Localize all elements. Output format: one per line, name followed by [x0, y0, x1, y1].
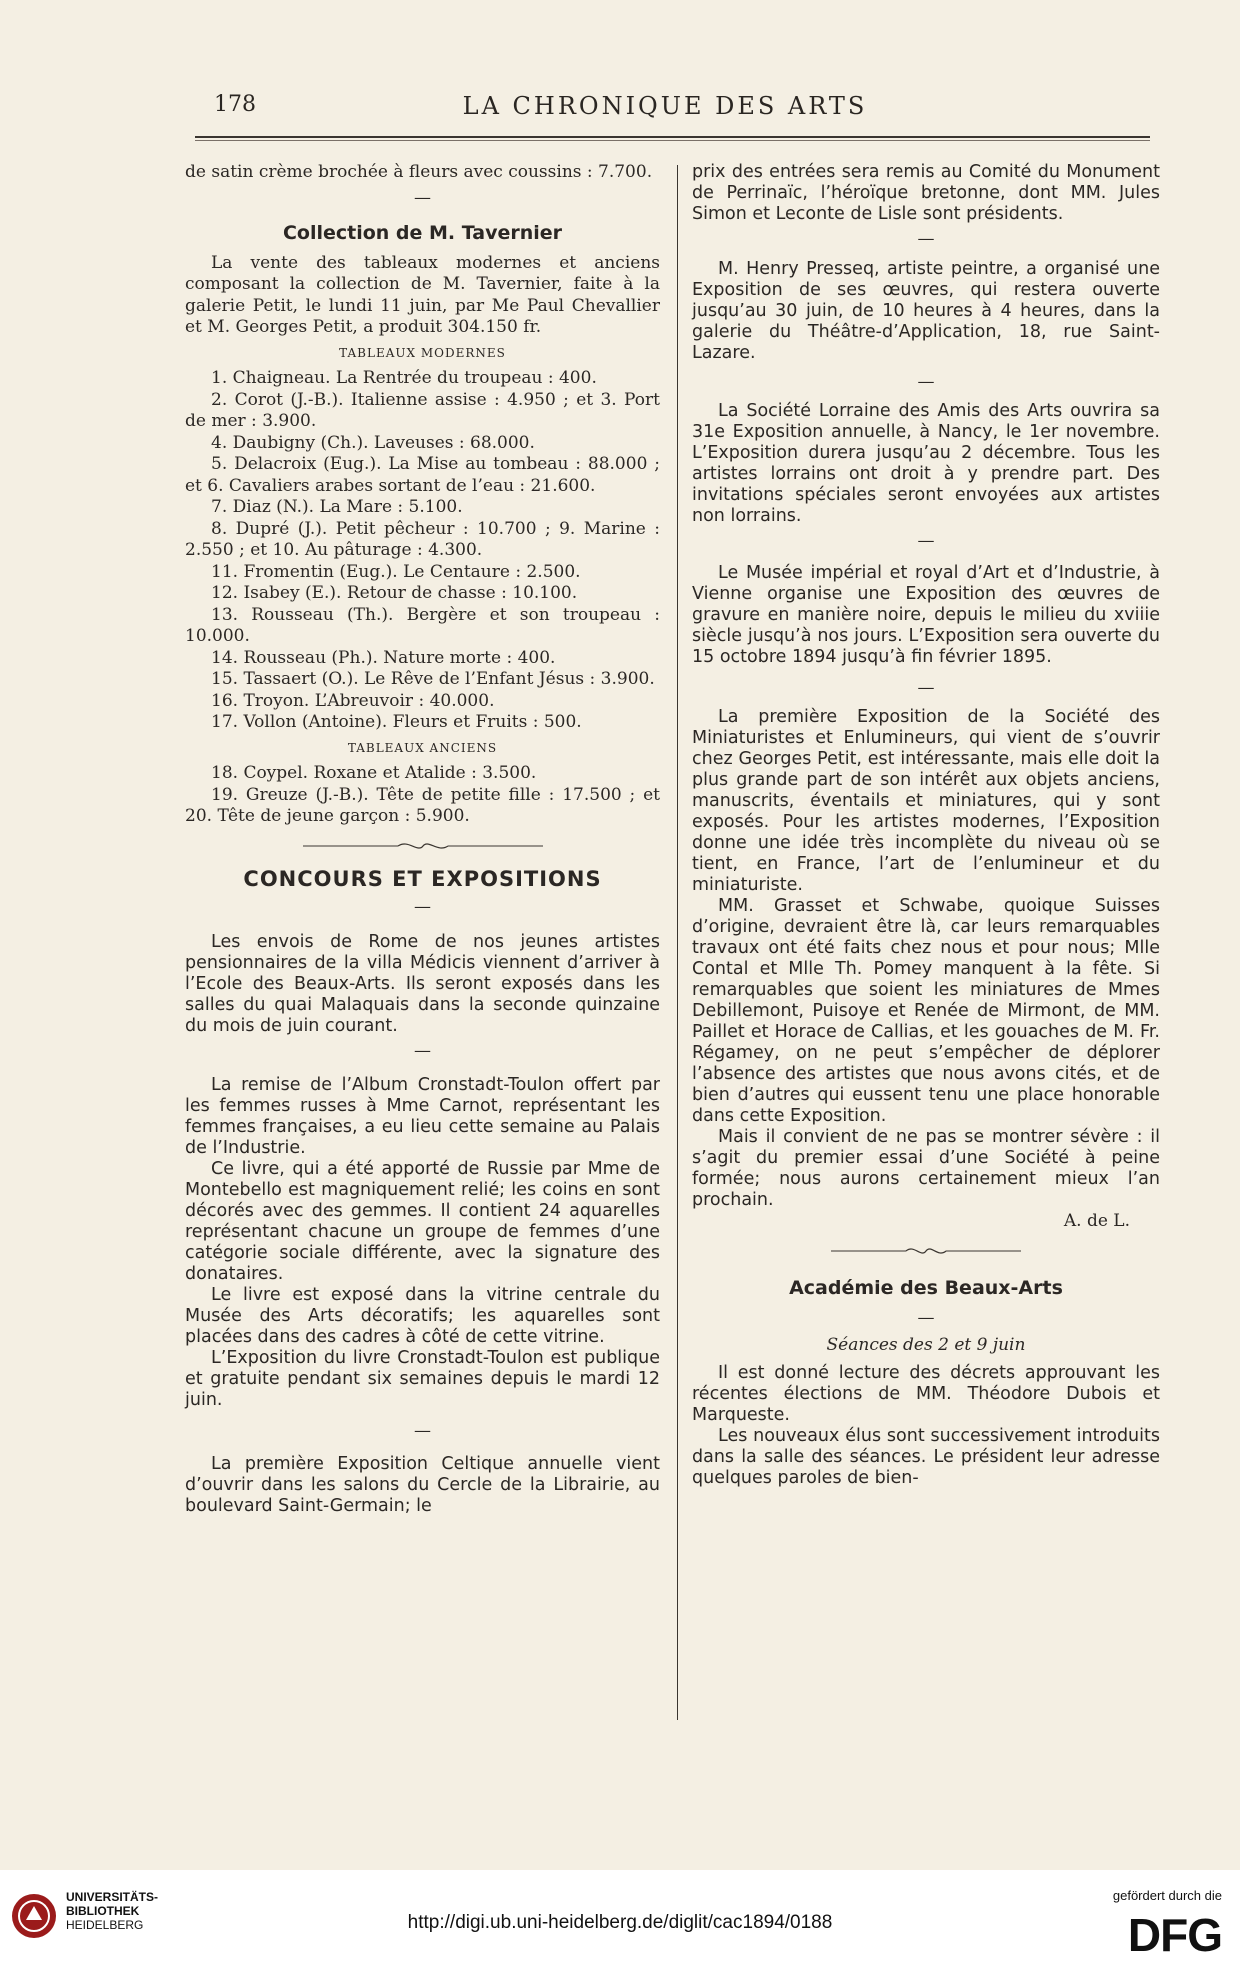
left-column [185, 162, 660, 1517]
separator-dash: — [917, 531, 935, 551]
subheading-seances: Séances des 2 et 9 juin [826, 1335, 1026, 1355]
running-title: LA CHRONIQUE DES ARTS [462, 92, 868, 120]
page-header [180, 92, 1150, 128]
separator-dash: — [414, 187, 431, 208]
paragraph: M. Henry Presseq, artiste peintre, a organisé une Exposition de ses œuvres, qui restera ouverte jusqu’au 30 juin, de 10 heures à 4 heures, dans la galerie du Théâtre-d’Application, 18, rue Saint-Lazare. [692, 258, 1160, 363]
separator-dash: — [917, 1307, 935, 1328]
header-rule-thin [195, 140, 1150, 141]
list-item: 19. Greuze (J.-B.). Tête de petite fille : 17.500 ; et 20. Tête de jeune garçon : 5.900. [185, 784, 660, 826]
paragraph: Il est donné lecture des décrets approuvant les récentes élections de MM. Théodore Dubois et Marqueste. [692, 1362, 1160, 1425]
paragraph: Mais il convient de ne pas se montrer sévère : il s’agit du premier essai d’une Société à peine formée; nous aurons certainement mieux l’an prochain. [692, 1127, 1160, 1210]
paragraph: La Société Lorraine des Amis des Arts ouvrira sa 31e Exposition annuelle, à Nancy, le 1er novembre. L’Exposition durera jusqu’au 2 décembre. Tous les artistes lorrains ont droit à y prendre part. Des invitations spéciales seront envoyées aux artistes non lorrains. [692, 401, 1160, 526]
right-column [692, 162, 1160, 1489]
list-item: 11. Fromentin (Eug.). Le Centaure : 2.500. [211, 561, 581, 582]
subheading-ancient: TABLEAUX ANCIENS [347, 740, 498, 755]
ornament-divider [692, 1243, 1160, 1265]
separator-dash: — [414, 1420, 431, 1441]
paragraph: L’Exposition du livre Cronstadt-Toulon est publique et gratuite pendant six semaines depuis le mardi 12 juin. [185, 1347, 660, 1410]
paragraph: La première Exposition de la Société des Miniaturistes et Enlumineurs, qui vient de s’ouvrir chez Georges Petit, est intéressante, mais elle doit la plus grande part de son intérêt aux objets anciens, manuscrits, éventails et miniatures, qui y sont exposés. Pour les artistes modernes, l’Exposition donne une idée très incomplète du niveau où se tient, en France, l’art de l’enlumineur et du miniaturiste. [692, 707, 1160, 895]
header-rule [195, 136, 1150, 138]
list-item: 5. Delacroix (Eug.). La Mise au tombeau : 88.000 ; et 6. Cavaliers arabes sortant de l’eau : 21.600. [185, 454, 660, 496]
column-rule [677, 165, 678, 1720]
list-item: 17. Vollon (Antoine). Fleurs et Fruits : 500. [211, 712, 582, 732]
list-item: 7. Diaz (N.). La Mare : 5.100. [211, 497, 463, 517]
paragraph: La vente des tableaux modernes et anciens composant la collection de M. Tavernier, faite à la galerie Petit, le lundi 11 juin, par Me Paul Chevallier et M. Georges Petit, a produit 304.150 fr. [185, 252, 660, 337]
list-item: 14. Rousseau (Ph.). Nature morte : 400. [211, 647, 556, 668]
section-heading-academie: Académie des Beaux-Arts [789, 1277, 1063, 1299]
separator-dash: — [917, 677, 935, 698]
paragraph: Ce livre, qui a été apporté de Russie par Mme de Montebello est magniquement relié; les coins en sont décorés avec des gemmes. Il contient 24 aquarelles représentant chacune un groupe de femmes d’une catégorie sociale différente, avec la signature des donataires. [185, 1158, 660, 1284]
ornament-divider [185, 838, 660, 860]
paragraph: La remise de l’Album Cronstadt-Toulon offert par les femmes russes à Mme Carnot, représentant les femmes françaises, a eu lieu cette semaine au Palais de l’Industrie. [185, 1074, 660, 1158]
list-item: 1. Chaigneau. La Rentrée du troupeau : 400. [211, 368, 597, 388]
paragraph: Les envois de Rome de nos jeunes artistes pensionnaires de la villa Médicis viennent d’arriver à l’Ecole des Beaux-Arts. Ils seront exposés dans les salles du quai Malaquais dans la seconde quinzaine du mois de juin courant. [185, 932, 660, 1036]
paragraph: Le livre est exposé dans la vitrine centrale du Musée des Arts décoratifs; les aquarelles sont placées dans des cadres à côté de cette vitrine. [185, 1284, 660, 1347]
list-item: 16. Troyon. L’Abreuvoir : 40.000. [211, 690, 495, 711]
section-heading-tavernier: Collection de M. Tavernier [282, 222, 563, 244]
university-name: UNIVERSITÄTS- BIBLIOTHEK HEIDELBERG [66, 1890, 159, 1932]
section-heading-concours: CONCOURS ET EXPOSITIONS [243, 867, 602, 891]
subheading-modern: TABLEAUX MODERNES [339, 345, 506, 360]
separator-dash: — [414, 1041, 431, 1061]
list-item: 18. Coypel. Roxane et Atalide : 3.500. [211, 763, 537, 783]
list-item: 2. Corot (J.-B.). Italienne assise : 4.950 ; et 3. Port de mer : 3.900. [185, 389, 660, 431]
paragraph: prix des entrées sera remis au Comité du Monument de Perrinaïc, l’héroïque bretonne, dont MM. Jules Simon et Leconte de Lisle sont présidents. [692, 162, 1160, 224]
list-item: 13. Rousseau (Th.). Bergère et son troupeau : 10.000. [185, 604, 660, 646]
list-item: 8. Dupré (J.). Petit pêcheur : 10.700 ; 9. Marine : 2.550 ; et 10. Au pâturage : 4.300. [185, 518, 660, 560]
paragraph: Les nouveaux élus sont successivement introduits dans la salle des séances. Le président leur adresse quelques paroles de bien- [692, 1425, 1160, 1488]
dfg-logo[interactable]: DFG [1127, 1909, 1222, 1961]
list-item: 12. Isabey (E.). Retour de chasse : 10.100. [211, 583, 578, 603]
paragraph: de satin crème brochée à fleurs avec coussins : 7.700. [185, 162, 653, 182]
signature: A. de L. [1063, 1211, 1130, 1231]
paragraph: La première Exposition Celtique annuelle vient d’ouvrir dans les salons du Cercle de la Librairie, au boulevard Saint-Germain; le [185, 1454, 660, 1516]
funded-by-text: gefördert durch die [1112, 1888, 1222, 1903]
separator-dash: — [414, 896, 431, 917]
separator-dash: — [917, 229, 935, 249]
list-item: 15. Tassaert (O.). Le Rêve de l’Enfant Jésus : 3.900. [211, 669, 655, 689]
permalink-url[interactable]: http://digi.ub.uni-heidelberg.de/diglit/cac1894/0188 [407, 1912, 833, 1933]
list-item: 4. Daubigny (Ch.). Laveuses : 68.000. [211, 432, 535, 453]
page-number: 178 [214, 92, 256, 117]
paragraph: Le Musée impérial et royal d’Art et d’Industrie, à Vienne organise une Exposition des œuvres de gravure en manière noire, depuis le milieu du xviiie siècle jusqu’à nos jours. L’Exposition sera ouverte du 15 octobre 1894 jusqu’à fin février 1895. [692, 562, 1160, 667]
paragraph: MM. Grasset et Schwabe, quoique Suisses d’origine, devraient être là, car leurs remarquables travaux ont été faits chez nous et pour nous; Mlle Contal et Mlle Th. Pomey manquent à la fête. Si remarquables que soient les miniatures de Mmes Debillemont, Puisoye et Renée de Mirmont, de MM. Paillet et Horace de Callias, et les gouaches de M. Fr. Régamey, on ne peut s’empêcher de déplorer l’absence des artistes que nous avons cités, et de bien d’autres qui eussent tenu une place honorable dans cette Exposition. [692, 896, 1160, 1126]
separator-dash: — [917, 371, 935, 392]
